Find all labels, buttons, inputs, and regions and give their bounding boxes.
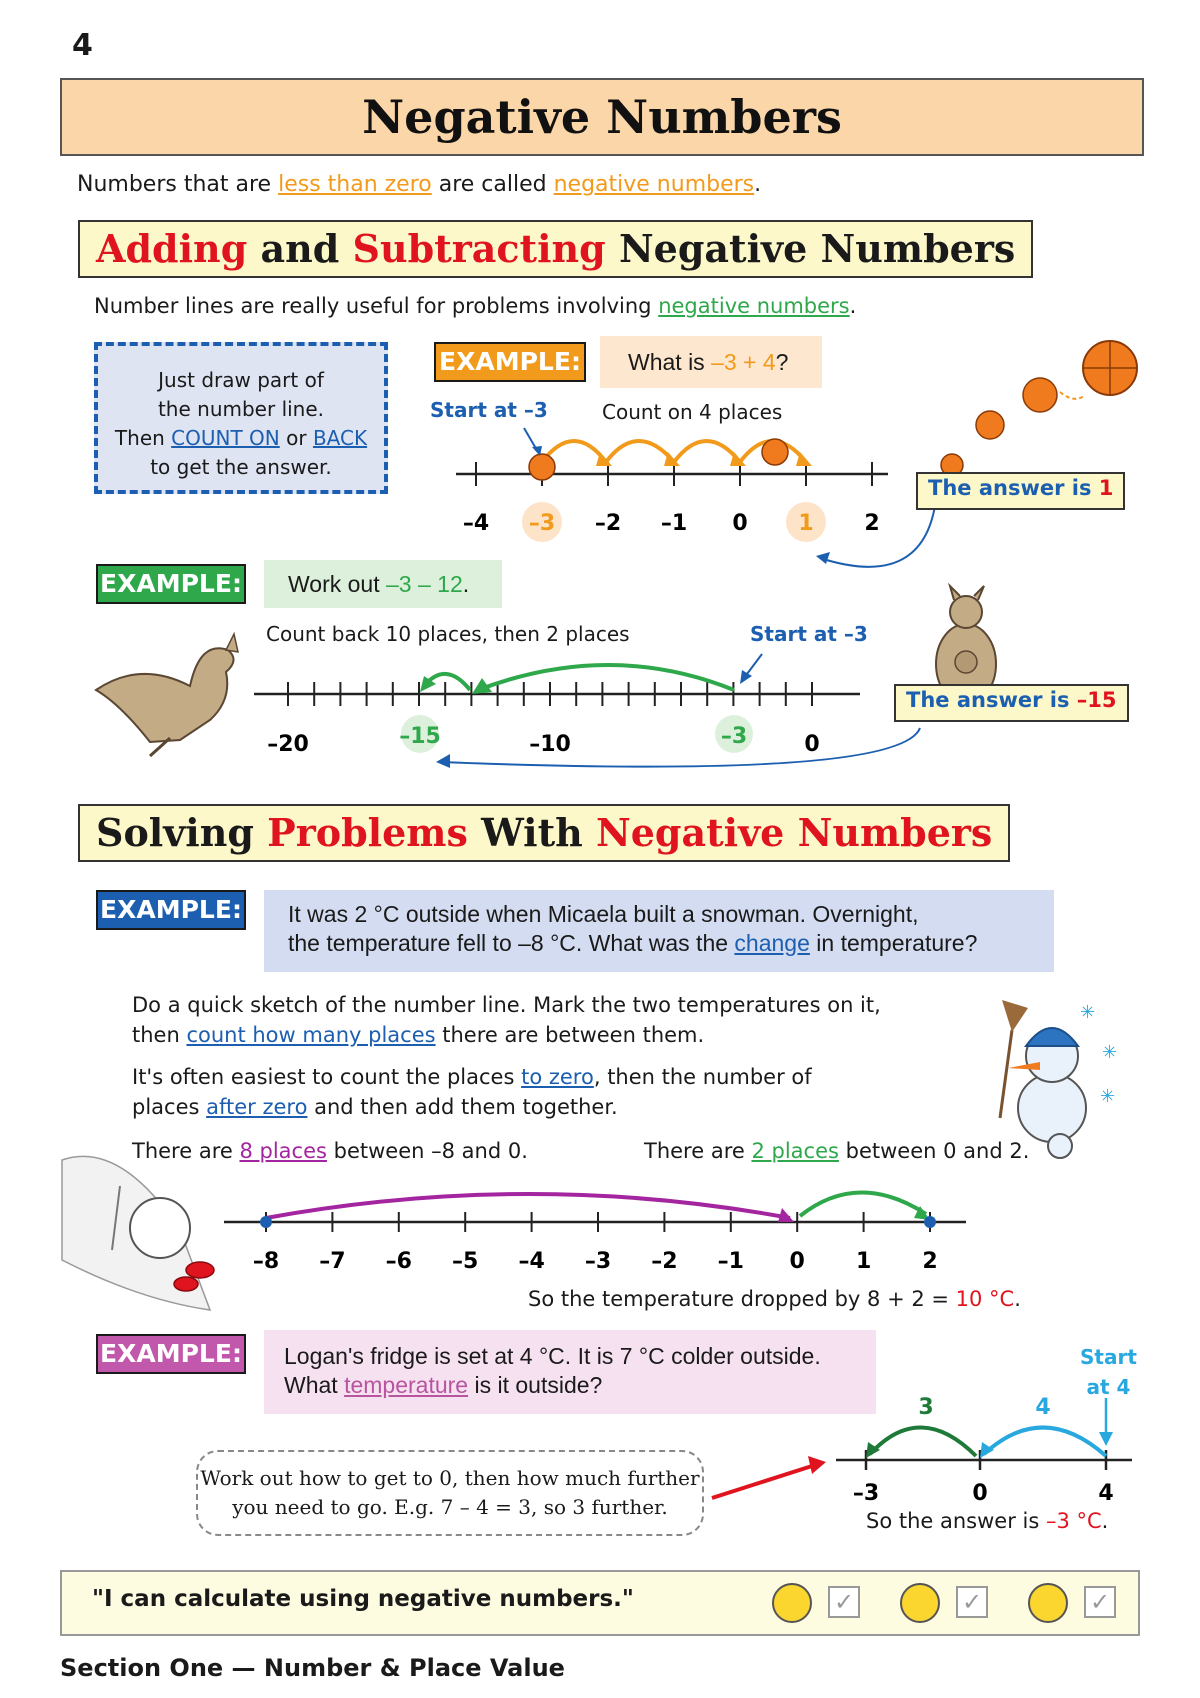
checkbox-sad[interactable]: ✓ bbox=[828, 1586, 860, 1618]
svg-text:–15: –15 bbox=[399, 724, 441, 749]
kangaroo-illustration bbox=[96, 634, 238, 756]
hint-bubble: Work out how to get to 0, then how much further you need to go. E.g. 7 – 4 = 3, so 3 further. bbox=[196, 1450, 704, 1536]
example2-answer: The answer is –15 bbox=[894, 684, 1129, 722]
happy-face-icon bbox=[1028, 1583, 1068, 1623]
self-check-statement: "I can calculate using negative numbers." bbox=[92, 1586, 634, 1612]
page-number: 4 bbox=[72, 28, 93, 63]
example2-label: EXAMPLE: bbox=[96, 564, 246, 604]
example4-answer: So the answer is –3 °C. bbox=[866, 1509, 1109, 1533]
hop2-arrow bbox=[606, 441, 674, 462]
section-heading-solving: Solving Problems With Negative Numbers bbox=[78, 804, 1010, 862]
tick-label: –1 bbox=[660, 511, 688, 536]
page-title: Negative Numbers bbox=[60, 78, 1144, 156]
example4-label: EXAMPLE: bbox=[96, 1334, 246, 1374]
tip-box: Just draw part of the number line. Then COUNT ON or BACK to get the answer. bbox=[94, 342, 388, 494]
checkbox-happy[interactable]: ✓ bbox=[1084, 1586, 1116, 1618]
example2-number-line bbox=[254, 654, 920, 768]
tick-label: 2 bbox=[922, 1249, 938, 1274]
example3-paragraph1: Do a quick sketch of the number line. Mark the two temperatures on it, then count how many places there are between them. bbox=[132, 993, 881, 1047]
section1-subtext: Number lines are really useful for problems involving negative numbers. bbox=[94, 294, 857, 318]
tick-label: –3 bbox=[584, 1249, 612, 1274]
example2-count-label: Count back 10 places, then 2 places bbox=[266, 622, 630, 646]
svg-text:4: 4 bbox=[1098, 1481, 1114, 1506]
example4-question: Logan's fridge is set at 4 °C. It is 7 °C colder outside. What temperature is it outside? bbox=[264, 1330, 876, 1414]
tick-label: –6 bbox=[385, 1249, 412, 1274]
tick-label: –8 bbox=[252, 1249, 280, 1274]
neutral-face-icon bbox=[900, 1583, 940, 1623]
tick-label: –2 bbox=[594, 511, 622, 536]
example4-start-label: Start at 4 bbox=[1080, 1345, 1137, 1399]
example1-label: EXAMPLE: bbox=[434, 342, 586, 382]
svg-text:3: 3 bbox=[918, 1395, 934, 1420]
tick-label: –2 bbox=[651, 1249, 678, 1274]
tick-label: –4 bbox=[462, 511, 490, 536]
checkbox-neutral[interactable]: ✓ bbox=[956, 1586, 988, 1618]
tick-label: 1 bbox=[855, 1249, 872, 1274]
example3-number-line bbox=[224, 1192, 966, 1274]
svg-text:✳: ✳ bbox=[1100, 1086, 1116, 1107]
tick-label: 0 bbox=[732, 511, 748, 536]
sledding-snowman-illustration bbox=[62, 1156, 214, 1310]
tick-label: –4 bbox=[518, 1249, 545, 1274]
tick-label: –3 bbox=[528, 511, 556, 536]
footer-section-title: Section One — Number & Place Value bbox=[60, 1654, 565, 1682]
example1-question: What is –3 + 4? bbox=[600, 336, 822, 388]
example1-count-label: Count on 4 places bbox=[602, 400, 783, 424]
snowman-illustration bbox=[1000, 1000, 1117, 1158]
back-link: BACK bbox=[312, 426, 368, 450]
example3-question: It was 2 °C outside when Micaela built a snowman. Overnight, the temperature fell to –8 °C. What was the change in temperature? bbox=[264, 890, 1054, 972]
section-heading-adding: Adding and Subtracting Negative Numbers bbox=[78, 220, 1033, 278]
count-on-link: COUNT ON bbox=[171, 426, 280, 450]
example2-question: Work out –3 – 12. bbox=[264, 560, 502, 608]
tick-label: 1 bbox=[798, 511, 814, 536]
tick-label: 2 bbox=[864, 511, 880, 536]
example3-label: EXAMPLE: bbox=[96, 890, 246, 930]
tick-label: –7 bbox=[319, 1249, 346, 1274]
example1-answer: The answer is 1 bbox=[916, 472, 1125, 510]
svg-text:✳: ✳ bbox=[1080, 1002, 1096, 1023]
svg-text:–10: –10 bbox=[529, 732, 571, 757]
eight-places-arrow bbox=[266, 1194, 790, 1218]
svg-text:✳: ✳ bbox=[1102, 1042, 1118, 1063]
sad-face-icon bbox=[772, 1583, 812, 1623]
example1-number-line bbox=[456, 341, 1137, 567]
svg-text:–20: –20 bbox=[267, 732, 309, 757]
hop3-arrow bbox=[674, 441, 740, 462]
back10-arrow bbox=[478, 665, 734, 690]
negative-numbers-link: negative numbers bbox=[553, 172, 755, 197]
intro-text: Numbers that are less than zero are called negative numbers. bbox=[77, 172, 762, 197]
example3-paragraph2: It's often easiest to count the places to zero, then the number of places after zero and then add them together. bbox=[132, 1065, 812, 1119]
example3-result: So the temperature dropped by 8 + 2 = 10 °C. bbox=[528, 1287, 1021, 1311]
svg-text:–3: –3 bbox=[720, 724, 748, 749]
tick-label: 0 bbox=[789, 1249, 805, 1274]
example2-start-label: Start at –3 bbox=[750, 622, 868, 646]
example3-right-count: There are 2 places between 0 and 2. bbox=[644, 1139, 1030, 1163]
tick-label: –1 bbox=[717, 1249, 744, 1274]
example1-start-label: Start at –3 bbox=[430, 398, 548, 422]
svg-text:0: 0 bbox=[972, 1481, 988, 1506]
example3-left-count: There are 8 places between –8 and 0. bbox=[132, 1139, 528, 1163]
svg-text:0: 0 bbox=[804, 732, 820, 757]
less-than-zero-link: less than zero bbox=[278, 172, 432, 197]
tick-label: –5 bbox=[452, 1249, 479, 1274]
svg-text:4: 4 bbox=[1035, 1395, 1051, 1420]
svg-text:–3: –3 bbox=[852, 1481, 880, 1506]
